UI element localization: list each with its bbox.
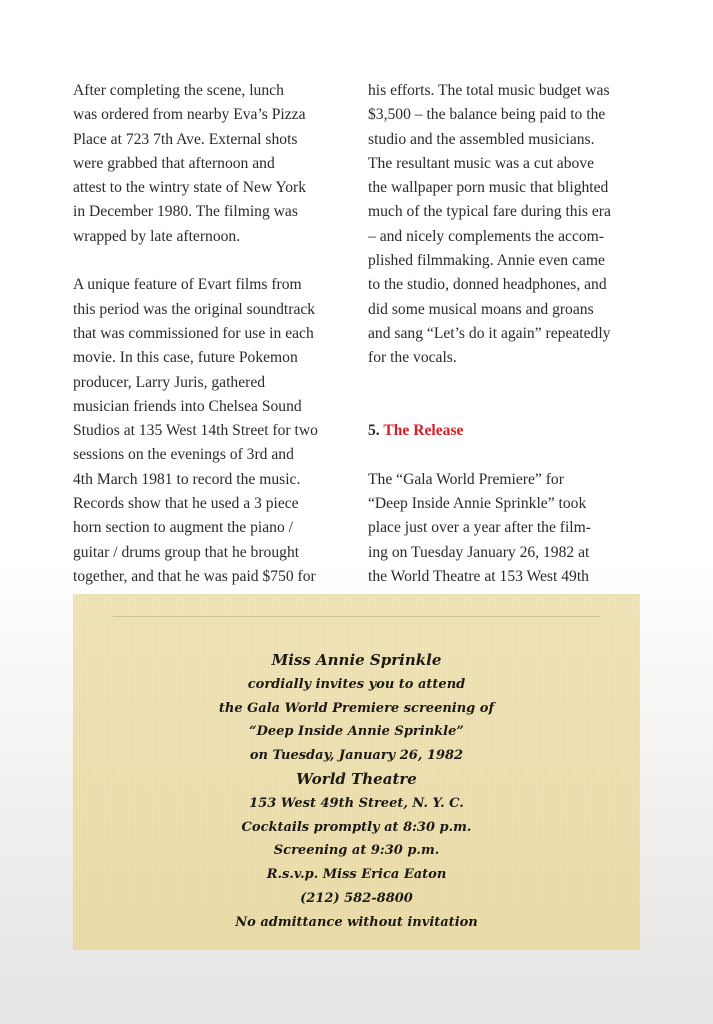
paragraph-soundtrack — [73, 273, 343, 589]
text-line: the wallpaper porn music that blighted — [368, 179, 609, 197]
invitation-card-image — [73, 594, 640, 950]
left-text-column — [73, 79, 343, 589]
text-line: The resultant music was a cut above — [368, 154, 595, 172]
paragraph-spacer — [368, 443, 643, 467]
text-line: the World Theatre at 153 West 49th — [368, 567, 589, 585]
text-line: plished filmmaking. Annie even came — [368, 252, 605, 270]
text-line: attest to the wintry state of New York — [73, 179, 307, 197]
text-line: were grabbed that afternoon and — [73, 154, 275, 172]
invitation-date: on Tuesday, January 26, 1982 — [249, 748, 464, 764]
text-line: ing on Tuesday January 26, 1982 at — [368, 543, 590, 561]
text-line: movie. In this case, future Pokemon — [73, 349, 298, 367]
text-line: $3,500 – the balance being paid to the — [368, 106, 606, 124]
text-line: A unique feature of Evart films from — [73, 276, 302, 294]
text-line: Studios at 135 West 14th Street for two — [73, 422, 318, 440]
invitation-admittance: No admittance without invitation — [235, 914, 478, 930]
invitation-cocktails: Cocktails promptly at 8:30 p.m. — [241, 819, 472, 835]
invitation-screening: Screening at 9:30 p.m. — [273, 843, 440, 859]
text-line: wrapped by late afternoon. — [73, 227, 241, 245]
text-line: in December 1980. The filming was — [73, 203, 298, 221]
text-line: much of the typical fare during this era — [368, 203, 611, 221]
text-line: sessions on the evenings of 3rd and — [73, 446, 294, 464]
invitation-line: cordially invites you to attend — [247, 676, 466, 692]
text-line: for the vocals. — [368, 349, 457, 367]
text-line: was ordered from nearby Eva’s Pizza — [73, 106, 306, 124]
text-line: together, and that he was paid $750 for — [73, 567, 316, 585]
section-title: The Release — [383, 422, 464, 440]
paragraph-lunch — [73, 79, 343, 249]
text-line: his efforts. The total music budget was — [368, 82, 610, 99]
text-line: producer, Larry Juris, gathered — [73, 373, 266, 391]
section-heading — [368, 419, 643, 443]
text-line: After completing the scene, lunch — [73, 82, 284, 99]
text-line: place just over a year after the film- — [368, 519, 591, 537]
paragraph-music-budget — [368, 79, 643, 371]
invitation-text — [73, 649, 640, 935]
section-number: 5. — [368, 422, 380, 440]
text-line: and sang “Let’s do it again” repeatedly — [368, 324, 611, 342]
text-line: guitar / drums group that he brought — [73, 543, 300, 561]
invitation-host: Miss Annie Sprinkle — [271, 651, 442, 669]
text-line: “Deep Inside Annie Sprinkle” took — [368, 495, 587, 513]
invitation-venue: World Theatre — [296, 769, 417, 788]
text-line: that was commissioned for use in each — [73, 324, 314, 342]
invitation-address: 153 West 49th Street, N. Y. C. — [249, 795, 464, 811]
text-line: this period was the original soundtrack — [73, 300, 316, 318]
invitation-line: the Gala World Premiere screening of — [218, 700, 495, 716]
text-line: The “Gala World Premiere” for — [368, 470, 564, 488]
text-line: studio and the assembled musicians. — [368, 130, 595, 148]
invitation-rsvp: R.s.v.p. Miss Erica Eaton — [266, 867, 447, 883]
paragraph-spacer — [73, 249, 343, 273]
text-line: to the studio, donned headphones, and — [368, 276, 607, 294]
text-line: horn section to augment the piano / — [73, 519, 293, 537]
text-line: 4th March 1981 to record the music. — [73, 470, 301, 488]
card-fold-line — [113, 616, 600, 617]
text-line: – and nicely complements the accom- — [368, 227, 604, 245]
text-line: musician friends into Chelsea Sound — [73, 397, 302, 415]
right-text-column — [368, 79, 643, 589]
invitation-phone: (212) 582-8800 — [300, 890, 413, 906]
section-spacer — [368, 371, 643, 420]
invitation-film-title: “Deep Inside Annie Sprinkle” — [249, 724, 464, 740]
text-line: Place at 723 7th Ave. External shots — [73, 130, 298, 148]
paragraph-release — [368, 468, 643, 589]
text-line: Records show that he used a 3 piece — [73, 495, 299, 513]
text-line: did some musical moans and groans — [368, 300, 594, 318]
